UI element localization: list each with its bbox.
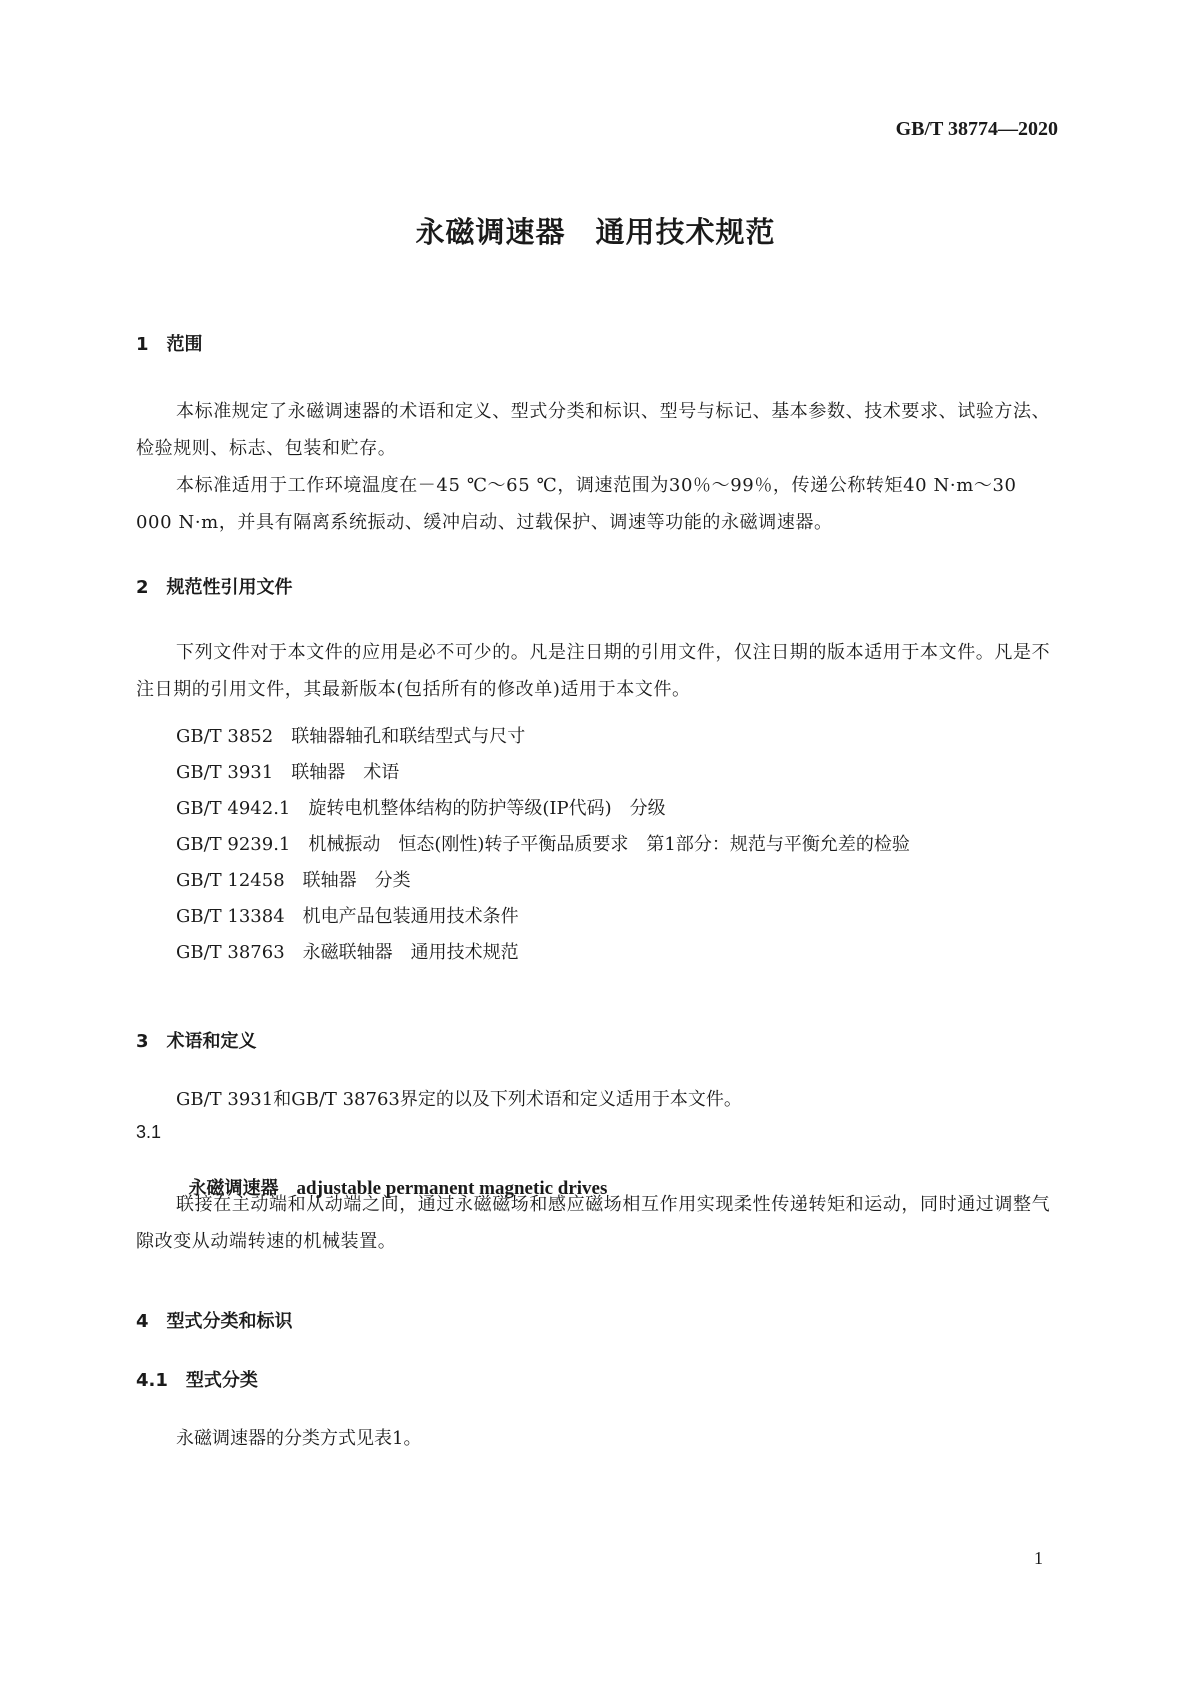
reference-item: GB/T 12458 联轴器 分类 — [176, 870, 411, 891]
section-2-heading: 2 规范性引用文件 — [136, 577, 293, 598]
subsection-4-1-heading: 4.1 型式分类 — [136, 1370, 258, 1391]
page-number: 1 — [1034, 1548, 1043, 1568]
section-3-heading: 3 术语和定义 — [136, 1031, 257, 1052]
reference-item: GB/T 3931 联轴器 术语 — [176, 762, 400, 783]
reference-item: GB/T 38763 永磁联轴器 通用技术规范 — [176, 942, 519, 963]
reference-item: GB/T 9239.1 机械振动 恒态(刚性)转子平衡品质要求 第1部分：规范与平衡允差的检验 — [176, 834, 910, 855]
normative-reference-list — [176, 719, 910, 971]
section-1-paragraph-2: 本标准适用于工作环境温度在－45 ℃～65 ℃，调速范围为30％～99％，传递公称转矩40 N·m～30 000 N·m，并具有隔离系统振动、缓冲启动、过载保护、调速等功能的永磁调速器。 — [136, 475, 1017, 533]
document-title: 永磁调速器 通用技术规范 — [415, 215, 776, 249]
term-definition: 联接在主动端和从动端之间，通过永磁磁场和感应磁场相互作用实现柔性传递转矩和运动，同时通过调整气隙改变从动端转速的机械装置。 — [136, 1194, 1051, 1252]
reference-item: GB/T 13384 机电产品包装通用技术条件 — [176, 906, 519, 927]
section-4-heading: 4 型式分类和标识 — [136, 1311, 293, 1332]
section-2-paragraph: 下列文件对于本文件的应用是必不可少的。凡是注日期的引用文件，仅注日期的版本适用于本文件。凡是不注日期的引用文件，其最新版本(包括所有的修改单)适用于本文件。 — [136, 642, 1051, 700]
clause-number: 3.1 — [136, 1122, 162, 1142]
reference-item: GB/T 4942.1 旋转电机整体结构的防护等级(IP代码) 分级 — [176, 798, 666, 819]
reference-item: GB/T 3852 联轴器轴孔和联结型式与尺寸 — [176, 726, 526, 747]
standard-number: GB/T 38774—2020 — [895, 118, 1058, 140]
term-chinese: 永磁调速器 — [188, 1178, 279, 1199]
section-4-1-text: 永磁调速器的分类方式见表1。 — [176, 1428, 422, 1449]
term-english: adjustable permanent magnetic drives — [296, 1178, 608, 1199]
section-1-paragraph-1: 本标准规定了永磁调速器的术语和定义、型式分类和标识、型号与标记、基本参数、技术要求、试验方法、检验规则、标志、包装和贮存。 — [136, 401, 1051, 459]
section-1-heading: 1 范围 — [136, 334, 203, 355]
section-3-intro: GB/T 3931和GB/T 38763界定的以及下列术语和定义适用于本文件。 — [176, 1089, 742, 1110]
